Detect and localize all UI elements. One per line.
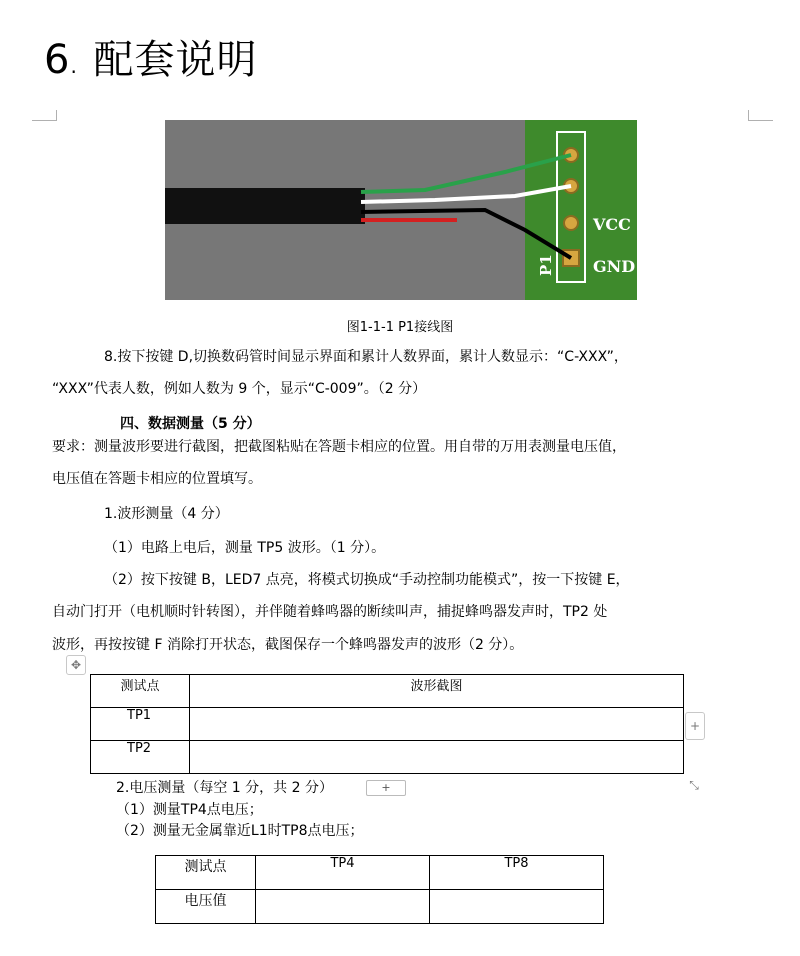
table-row: [156, 856, 604, 890]
step8-line2: “XXX”代表人数，例如人数为 9 个，显示“C-009”。（2 分）: [52, 381, 427, 397]
voltage-item2: （2）测量无金属靠近L1时TP8点电压；: [116, 823, 364, 839]
voltage-cell-tp4[interactable]: [256, 890, 430, 924]
table-move-handle[interactable]: [66, 655, 86, 675]
heading-number: 6: [44, 37, 71, 83]
step8-line1: 8.按下按键 D,切换数码管时间显示界面和累计人数界面，累计人数显示：“C-XXX”，: [104, 349, 628, 365]
requirement-line2: 电压值在答题卡相应的位置填写。: [52, 471, 262, 487]
header-cell-testpoint: 测试点: [156, 856, 256, 890]
table-row: [91, 675, 684, 708]
wave-item1: （1）电路上电后，测量 TP5 波形。（1 分）。: [104, 540, 386, 556]
header-cell-testpoint: 测试点: [91, 675, 190, 708]
margin-mark-left: [32, 110, 57, 121]
figure-caption: 图1-1-1 P1接线图: [346, 320, 454, 335]
header-cell-tp4: TP4: [256, 856, 430, 890]
table-row: [156, 890, 604, 924]
heading-dot: .: [70, 54, 78, 78]
pin-vcc-pad: [564, 216, 578, 230]
voltage-title: 2.电压测量（每空 1 分，共 2 分）: [116, 780, 333, 796]
add-icon: +: [689, 719, 701, 733]
add-row-button[interactable]: [366, 780, 406, 796]
heading-title: 配套说明: [93, 37, 258, 83]
margin-mark-right: [748, 110, 773, 121]
waveform-table: [90, 674, 684, 774]
wiring-photo: [165, 120, 637, 300]
add-column-button[interactable]: [685, 712, 705, 740]
header-cell-tp8: TP8: [430, 856, 604, 890]
gnd-label: GND: [593, 257, 636, 276]
section4-title: 四、数据测量（5 分）: [120, 416, 261, 432]
resize-icon: ⤡: [689, 778, 699, 792]
wave-item2-line2: 自动门打开（电机顺时针转图），并伴随着蜂鸣器的断续叫声，捕捉蜂鸣器发声时，TP2 处: [52, 604, 608, 620]
voltage-cell-tp8[interactable]: [430, 890, 604, 924]
waveform-cell-tp1[interactable]: [190, 708, 684, 741]
section-heading: [44, 36, 258, 90]
header-cell-waveform: 波形截图: [190, 675, 684, 708]
table-row: [91, 741, 684, 774]
resize-handle[interactable]: [685, 778, 703, 796]
row-label-tp1: TP1: [91, 708, 190, 741]
waveform-cell-tp2[interactable]: [190, 741, 684, 774]
vcc-label: VCC: [593, 215, 631, 234]
wave-item2-line1: （2）按下按键 B，LED7 点亮，将模式切换成“手动控制功能模式”，按一下按键 E，: [104, 572, 630, 588]
wave-item2-line3: 波形，再按按键 F 消除打开状态，截图保存一个蜂鸣器发声的波形（2 分）。: [52, 637, 524, 653]
p1-label: P1: [537, 254, 555, 276]
cable-jacket: [165, 188, 365, 224]
move-icon: ✥: [70, 658, 82, 672]
wave-title: 1.波形测量（4 分）: [104, 506, 229, 522]
table-row: [91, 708, 684, 741]
requirement-line1: 要求：测量波形要进行截图，把截图粘贴在答题卡相应的位置。用自带的万用表测量电压值，: [52, 439, 626, 455]
row-label-voltage: 电压值: [156, 890, 256, 924]
add-row-icon: +: [381, 781, 391, 794]
voltage-table: [155, 855, 604, 924]
row-label-tp2: TP2: [91, 741, 190, 774]
voltage-item1: （1）测量TP4点电压；: [116, 802, 263, 818]
